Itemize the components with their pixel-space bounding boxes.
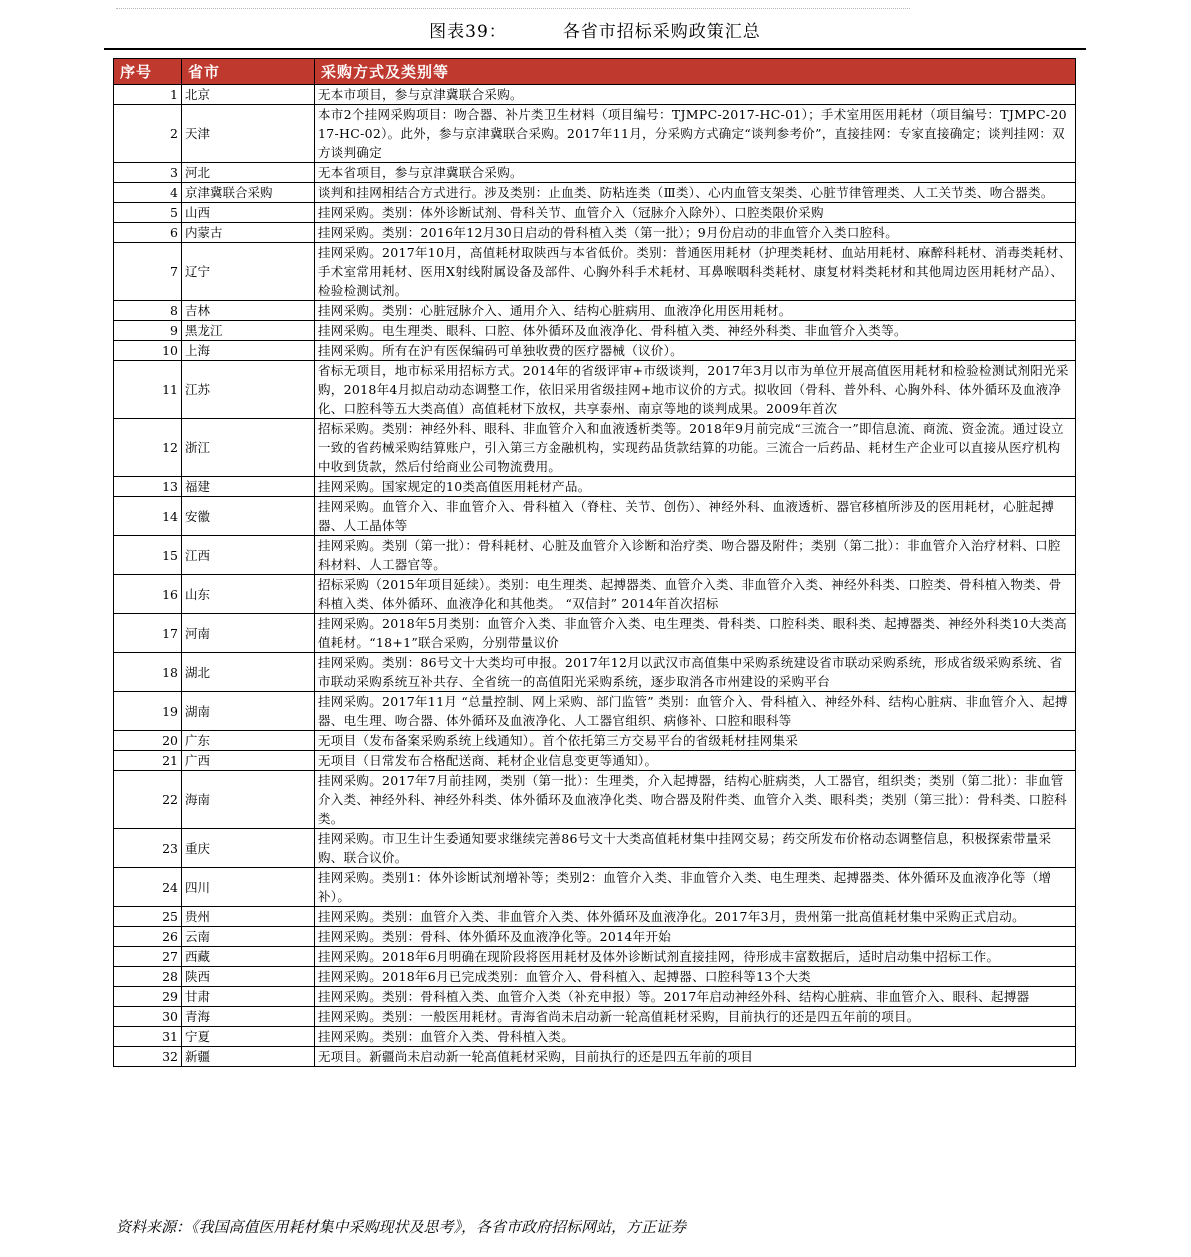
row-description: 挂网采购。类别：骨科植入类、血管介入类（补充申报）等。2017年启动神经外科、结构心脏病、非血管介入、眼科、起搏器 xyxy=(315,987,1076,1007)
row-province: 河南 xyxy=(182,614,315,653)
table-row xyxy=(114,203,1076,223)
row-province: 广西 xyxy=(182,751,315,771)
row-index: 11 xyxy=(114,361,182,419)
figure-title xyxy=(104,18,1086,46)
row-description: 挂网采购。2018年6月明确在现阶段将医用耗材及体外诊断试剂直接挂网，待形成丰富数据后，适时启动集中招标工作。 xyxy=(315,947,1076,967)
row-province: 甘肃 xyxy=(182,987,315,1007)
table-row xyxy=(114,692,1076,731)
row-index: 1 xyxy=(114,85,182,105)
table-row xyxy=(114,477,1076,497)
row-description: 挂网采购。2018年5月类别：血管介入类、非血管介入类、电生理类、骨科类、口腔科类、眼科类、起搏器类、神经外科类10大类高值耗材。“18+1”联合采购，分别带量议价 xyxy=(315,614,1076,653)
row-description: 挂网采购。类别1：体外诊断试剂增补等；类别2：血管介入类、非血管介入类、电生理类、起搏器类、体外循环及血液净化等（增补）。 xyxy=(315,868,1076,907)
row-description: 本市2个挂网采购项目：吻合器、补片类卫生材料（项目编号：TJMPC-2017-HC-01）；手术室用医用耗材（项目编号：TJMPC-2017-HC-02）。此外，参与京津冀联合采购。2017年11月，分采购方式确定“谈判参考价”，直接挂网：专家直接确定；谈判挂网：双方谈判确定 xyxy=(315,105,1076,163)
row-province: 吉林 xyxy=(182,301,315,321)
row-province: 江苏 xyxy=(182,361,315,419)
row-index: 14 xyxy=(114,497,182,536)
row-description: 无项目（日常发布合格配送商、耗材企业信息变更等通知）。 xyxy=(315,751,1076,771)
row-province: 湖南 xyxy=(182,692,315,731)
row-index: 8 xyxy=(114,301,182,321)
table-row xyxy=(114,927,1076,947)
table-row xyxy=(114,321,1076,341)
row-province: 陕西 xyxy=(182,967,315,987)
row-province: 京津冀联合采购 xyxy=(182,183,315,203)
row-province: 浙江 xyxy=(182,419,315,477)
figure-number: 图表39： xyxy=(429,22,507,42)
row-description: 挂网采购。2017年7月前挂网，类别（第一批）：生理类，介入起搏器，结构心脏病类，人工器官，组织类；类别（第二批）：非血管介入类、神经外科、神经外科类、体外循环及血液净化类、吻合器及附件类、血管介入类、眼科类；类别（第三批）：骨科类、口腔科类。 xyxy=(315,771,1076,829)
figure-caption: 各省市招标采购政策汇总 xyxy=(562,22,761,42)
table-row xyxy=(114,653,1076,692)
table-header-row xyxy=(114,59,1076,85)
table-row xyxy=(114,751,1076,771)
row-description: 挂网采购。类别：2016年12月30日启动的骨科植入类（第一批）；9月份启动的非血管介入类口腔科。 xyxy=(315,223,1076,243)
row-index: 10 xyxy=(114,341,182,361)
row-index: 7 xyxy=(114,243,182,301)
row-index: 12 xyxy=(114,419,182,477)
table-row xyxy=(114,105,1076,163)
row-description: 无项目（发布备案采购系统上线通知）。首个依托第三方交易平台的省级耗材挂网集采 xyxy=(315,731,1076,751)
row-description: 招标采购。类别：神经外科、眼科、非血管介入和血液透析类等。2018年9月前完成“三流合一”即信息流、商流、资金流。通过设立一致的省药械采购结算账户，引入第三方金融机构，实现药品货款结算的功能。三流合一后药品、耗材生产企业可以直接从医疗机构中收到货款，然后付给商业公司物流费用。 xyxy=(315,419,1076,477)
row-index: 24 xyxy=(114,868,182,907)
row-index: 19 xyxy=(114,692,182,731)
row-province: 北京 xyxy=(182,85,315,105)
table-row xyxy=(114,575,1076,614)
table-row xyxy=(114,183,1076,203)
table-row xyxy=(114,419,1076,477)
header-index: 序号 xyxy=(114,59,182,85)
row-description: 挂网采购。类别：86号文十大类均可申报。2017年12月以武汉市高值集中采购系统建设省市联动采购系统，形成省级采购系统、省市联动采购系统互补共存、全省统一的高值阳光采购系统，逐步取消各市州建设的采购平台 xyxy=(315,653,1076,692)
row-description: 挂网采购。类别：血管介入类、非血管介入类、体外循环及血液净化。2017年3月，贵州第一批高值耗材集中采购正式启动。 xyxy=(315,907,1076,927)
row-index: 31 xyxy=(114,1027,182,1047)
row-description: 挂网采购。类别：一般医用耗材。青海省尚未启动新一轮高值耗材采购，目前执行的还是四五年前的项目。 xyxy=(315,1007,1076,1027)
row-index: 29 xyxy=(114,987,182,1007)
title-rule xyxy=(104,48,1086,50)
table-row xyxy=(114,771,1076,829)
table-row xyxy=(114,1027,1076,1047)
table-row xyxy=(114,868,1076,907)
table-row xyxy=(114,1007,1076,1027)
row-description: 挂网采购。类别：体外诊断试剂、骨科关节、血管介入（冠脉介入除外）、口腔类限价采购 xyxy=(315,203,1076,223)
table-row xyxy=(114,223,1076,243)
table-row xyxy=(114,301,1076,321)
row-province: 福建 xyxy=(182,477,315,497)
row-province: 黑龙江 xyxy=(182,321,315,341)
source-note: 资料来源：《我国高值医用耗材集中采购现状及思考》，各省市政府招标网站，方正证券 xyxy=(116,1218,687,1236)
table-row xyxy=(114,907,1076,927)
row-description: 无本省项目，参与京津冀联合采购。 xyxy=(315,163,1076,183)
table-row xyxy=(114,829,1076,868)
row-province: 辽宁 xyxy=(182,243,315,301)
row-province: 宁夏 xyxy=(182,1027,315,1047)
table-row xyxy=(114,731,1076,751)
row-index: 9 xyxy=(114,321,182,341)
row-index: 32 xyxy=(114,1047,182,1067)
table-row xyxy=(114,536,1076,575)
row-province: 内蒙古 xyxy=(182,223,315,243)
row-index: 5 xyxy=(114,203,182,223)
row-province: 山西 xyxy=(182,203,315,223)
row-description: 挂网采购。类别：心脏冠脉介入、通用介入、结构心脏病用、血液净化用医用耗材。 xyxy=(315,301,1076,321)
row-description: 挂网采购。2018年6月已完成类别：血管介入、骨科植入、起搏器、口腔科等13个大类 xyxy=(315,967,1076,987)
row-description: 挂网采购。类别：骨科、体外循环及血液净化等。2014年开始 xyxy=(315,927,1076,947)
row-description: 挂网采购。所有在沪有医保编码可单独收费的医疗器械（议价）。 xyxy=(315,341,1076,361)
policy-table xyxy=(113,58,1076,1067)
row-province: 贵州 xyxy=(182,907,315,927)
row-description: 挂网采购。国家规定的10类高值医用耗材产品。 xyxy=(315,477,1076,497)
row-index: 4 xyxy=(114,183,182,203)
table-row xyxy=(114,243,1076,301)
table-row xyxy=(114,85,1076,105)
row-index: 22 xyxy=(114,771,182,829)
row-province: 山东 xyxy=(182,575,315,614)
row-index: 23 xyxy=(114,829,182,868)
row-index: 3 xyxy=(114,163,182,183)
row-index: 30 xyxy=(114,1007,182,1027)
row-index: 28 xyxy=(114,967,182,987)
table-row xyxy=(114,341,1076,361)
row-description: 挂网采购。类别（第一批）：骨科耗材、心脏及血管介入诊断和治疗类、吻合器及附件；类别（第二批）：非血管介入治疗材料、口腔科材料、人工器官等。 xyxy=(315,536,1076,575)
row-index: 16 xyxy=(114,575,182,614)
row-province: 海南 xyxy=(182,771,315,829)
row-description: 无本市项目，参与京津冀联合采购。 xyxy=(315,85,1076,105)
row-province: 重庆 xyxy=(182,829,315,868)
row-index: 2 xyxy=(114,105,182,163)
row-index: 21 xyxy=(114,751,182,771)
row-province: 河北 xyxy=(182,163,315,183)
table-row xyxy=(114,1047,1076,1067)
table-row xyxy=(114,967,1076,987)
row-description: 谈判和挂网相结合方式进行。涉及类别：止血类、防粘连类（Ⅲ类）、心内血管支架类、心脏节律管理类、人工关节类、吻合器类。 xyxy=(315,183,1076,203)
row-index: 15 xyxy=(114,536,182,575)
header-method: 采购方式及类别等 xyxy=(315,59,1076,85)
table-row xyxy=(114,163,1076,183)
table-body xyxy=(114,85,1076,1067)
row-index: 27 xyxy=(114,947,182,967)
row-index: 18 xyxy=(114,653,182,692)
row-index: 26 xyxy=(114,927,182,947)
row-province: 云南 xyxy=(182,927,315,947)
table-row xyxy=(114,987,1076,1007)
row-province: 四川 xyxy=(182,868,315,907)
row-province: 西藏 xyxy=(182,947,315,967)
row-province: 新疆 xyxy=(182,1047,315,1067)
row-index: 17 xyxy=(114,614,182,653)
header-province: 省市 xyxy=(182,59,315,85)
row-index: 13 xyxy=(114,477,182,497)
row-description: 省标无项目，地市标采用招标方式。2014年的省级评审+市级谈判，2017年3月以市为单位开展高值医用耗材和检验检测试剂阳光采购，2018年4月拟启动动态调整工作，依旧采用省级挂网+地市议价的方式。拟收回（骨科、普外科、心胸外科、体外循环及血液净化、口腔科等五大类高值）高值耗材下放权，共享泰州、南京等地的谈判成果。2009年首次 xyxy=(315,361,1076,419)
row-description: 挂网采购。市卫生计生委通知要求继续完善86号文十大类高值耗材集中挂网交易；药交所发布价格动态调整信息，积极探索带量采购、联合议价。 xyxy=(315,829,1076,868)
table-row xyxy=(114,947,1076,967)
row-description: 挂网采购。2017年11月 “总量控制、网上采购、部门监管” 类别：血管介入、骨科植入、神经外科、结构心脏病、非血管介入、起搏器、电生理、吻合器、体外循环及血液净化、人工器官组织、病修补、口腔和眼科等 xyxy=(315,692,1076,731)
row-description: 无项目。新疆尚未启动新一轮高值耗材采购，目前执行的还是四五年前的项目 xyxy=(315,1047,1076,1067)
row-description: 挂网采购。2017年10月，高值耗材取陕西与本省低价。类别：普通医用耗材（护理类耗材、血站用耗材、麻醉科耗材、消毒类耗材、手术室常用耗材、医用X射线附属设备及部件、心胸外科手术耗材、耳鼻喉咽科类耗材、康复材料类耗材和其他周边医用耗材产品）、检验检测试剂。 xyxy=(315,243,1076,301)
row-description: 挂网采购。类别：血管介入类、骨科植入类。 xyxy=(315,1027,1076,1047)
row-description: 挂网采购。血管介入、非血管介入、骨科植入（脊柱、关节、创伤）、神经外科、血液透析、器官移植所涉及的医用耗材，心脏起搏器、人工晶体等 xyxy=(315,497,1076,536)
table-row xyxy=(114,361,1076,419)
row-province: 湖北 xyxy=(182,653,315,692)
row-province: 江西 xyxy=(182,536,315,575)
row-province: 天津 xyxy=(182,105,315,163)
top-dotted-rule xyxy=(116,8,910,9)
row-description: 招标采购（2015年项目延续）。类别：电生理类、起搏器类、血管介入类、非血管介入类、神经外科类、口腔类、骨科植入物类、骨科植入类、体外循环、血液净化和其他类。 “双信封” 2014年首次招标 xyxy=(315,575,1076,614)
row-province: 广东 xyxy=(182,731,315,751)
row-province: 青海 xyxy=(182,1007,315,1027)
row-description: 挂网采购。电生理类、眼科、口腔、体外循环及血液净化、骨科植入类、神经外科类、非血管介入类等。 xyxy=(315,321,1076,341)
row-province: 安徽 xyxy=(182,497,315,536)
row-province: 上海 xyxy=(182,341,315,361)
row-index: 6 xyxy=(114,223,182,243)
table-row xyxy=(114,614,1076,653)
row-index: 25 xyxy=(114,907,182,927)
table-row xyxy=(114,497,1076,536)
row-index: 20 xyxy=(114,731,182,751)
